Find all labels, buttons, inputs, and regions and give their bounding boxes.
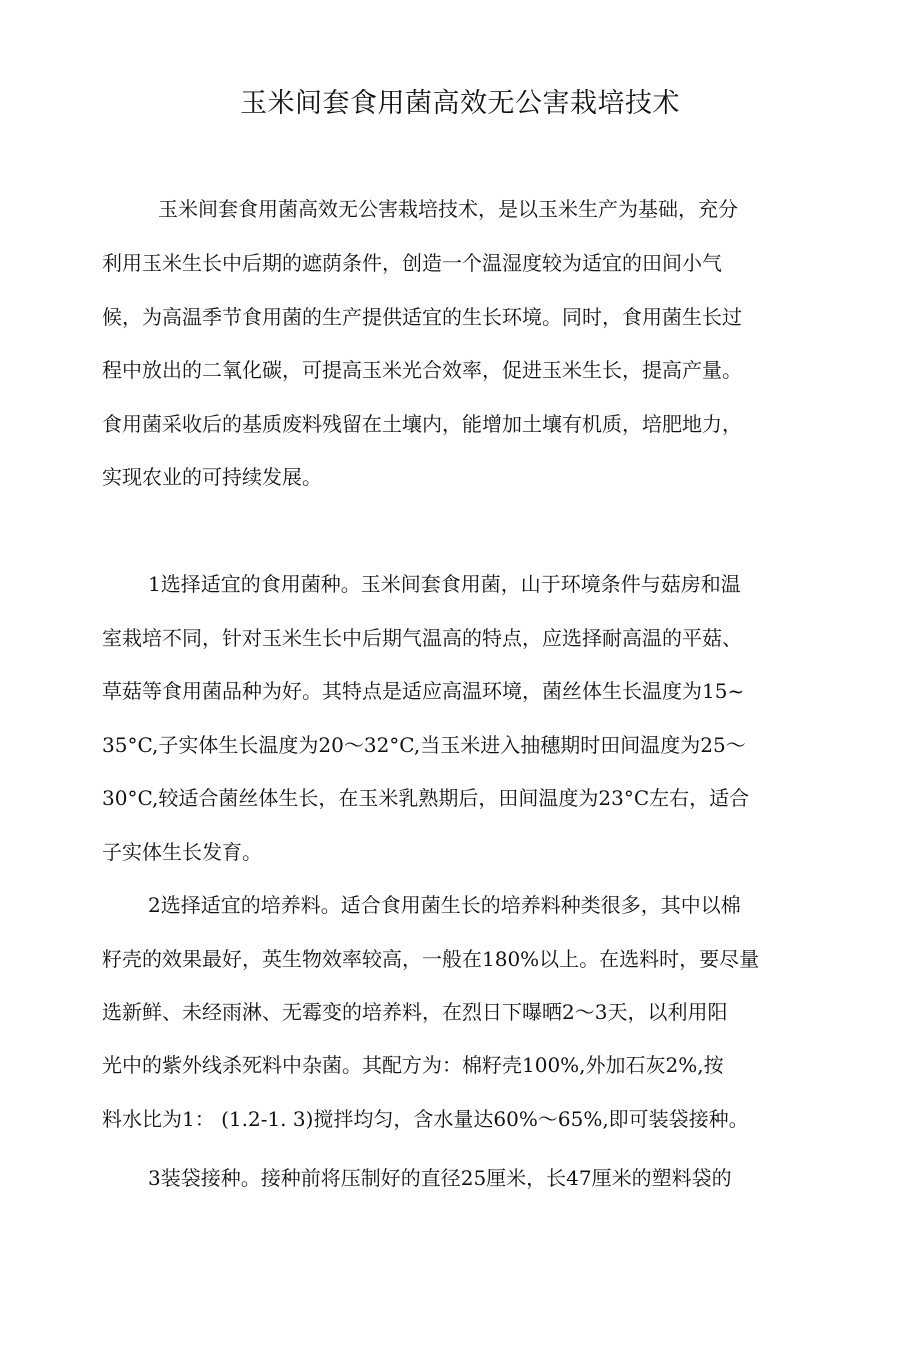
section-2-line-2: 籽壳的效果最好，英生物效率较高，一般在180%以上。在选料时，要尽量 — [102, 947, 760, 971]
section-2-line-4: 光中的紫外线杀死料中杂菌。其配方为：棉籽壳100%,外加石灰2%,按 — [102, 1053, 724, 1077]
section-1-line-4: 35°C,子实体生长温度为20～32°C,当玉米进入抽穗期时田间温度为25～ — [102, 733, 746, 757]
document-title: 玉米间套食用菌高效无公害栽培技术 — [240, 88, 680, 119]
section-1-line-3: 草菇等食用菌品种为好。其特点是适应高温环境，菌丝体生长温度为15~ — [102, 679, 745, 703]
intro-line-6: 实现农业的可持续发展。 — [102, 465, 322, 489]
section-1-line-5: 30°C,较适合菌丝体生长，在玉米乳熟期后，田间温度为23°C左右，适合 — [102, 786, 750, 810]
section-3-line-1: 3装袋接种。接种前将压制好的直径25厘米，长47厘米的塑料袋的 — [148, 1166, 732, 1190]
section-1-line-6: 子实体生长发育。 — [102, 840, 262, 864]
section-2-line-5: 料水比为1： (1.2-1. 3)搅拌均匀，含水量达60%～65%,即可装袋接种。 — [102, 1107, 749, 1131]
section-1-line-1: 1选择适宜的食用菌种。玉米间套食用菌，山于环境条件与菇房和温 — [148, 572, 741, 596]
intro-line-1: 玉米间套食用菌高效无公害栽培技术，是以玉米生产为基础，充分 — [158, 197, 738, 221]
section-2-line-1: 2选择适宜的培养料。适合食用菌生长的培养料种类很多，其中以棉 — [148, 893, 741, 917]
intro-line-3: 候，为高温季节食用菌的生产提供适宜的生长环境。同时，食用菌生长过 — [102, 305, 742, 329]
section-2-line-3: 选新鲜、未经雨淋、无霉变的培养料，在烈日下曝晒2～3天，以利用阳 — [102, 1000, 728, 1024]
section-1-line-2: 室栽培不同，针对玉米生长中后期气温高的特点，应选择耐高温的平菇、 — [102, 626, 742, 650]
intro-line-4: 程中放出的二氧化碳，可提高玉米光合效率，促进玉米生长，提高产量。 — [102, 358, 742, 382]
intro-line-5: 食用菌采收后的基质废料残留在土壤内，能增加土壤有机质，培肥地力， — [102, 412, 742, 436]
intro-line-2: 利用玉米生长中后期的遮荫条件，创造一个温湿度较为适宜的田间小气 — [102, 251, 722, 275]
